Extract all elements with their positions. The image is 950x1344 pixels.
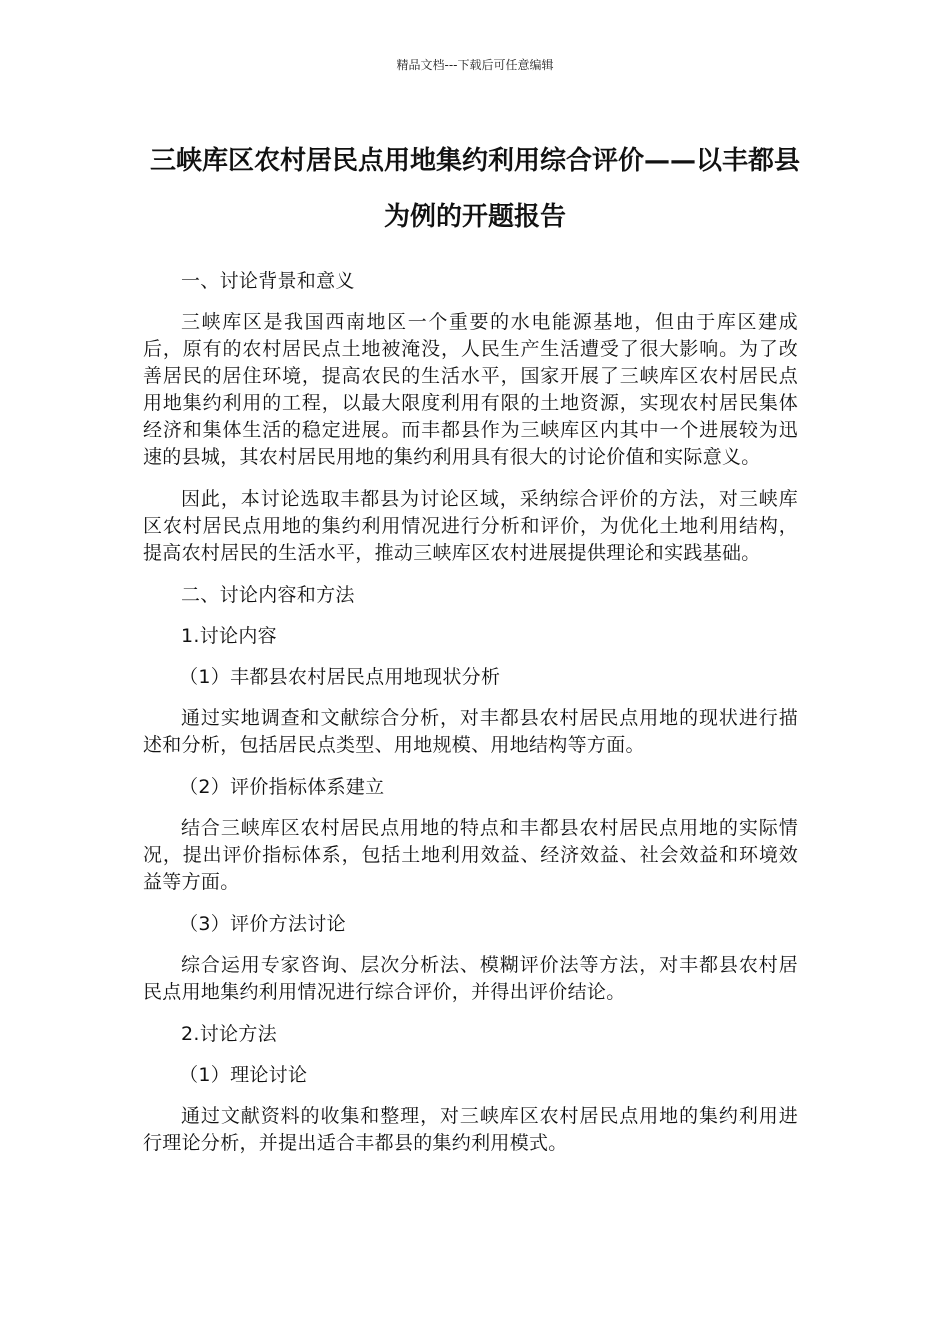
header-note: 精品文档---下载后可任意编辑 (396, 58, 554, 72)
item-heading-theory: （1）理论讨论 (179, 1064, 308, 1086)
item-heading-evaluation-method: （3）评价方法讨论 (179, 913, 346, 935)
document-title: 三峡库区农村居民点用地集约利用综合评价——以丰都县为例的开题报告 (149, 146, 800, 232)
paragraph-purpose: 因此，本讨论选取丰都县为讨论区域，采纳综合评价的方法，对三峡库区农村居民点用地的集约利用情况进行分析和评价，为优化土地利用结构，提高农村居民的生活水平，推动三峡库区农村进展提供理论和实践基础。 (143, 488, 798, 564)
item-heading-index-system: （2）评价指标体系建立 (179, 776, 385, 798)
section-heading-background: 一、讨论背景和意义 (181, 270, 355, 292)
paragraph-theory: 通过文献资料的收集和整理，对三峡库区农村居民点用地的集约利用进行理论分析，并提出适合丰都县的集约利用模式。 (143, 1105, 798, 1154)
document-body (143, 268, 798, 1172)
section-heading-content-method: 二、讨论内容和方法 (181, 584, 355, 606)
item-heading-status-analysis: （1）丰都县农村居民点用地现状分析 (179, 666, 501, 688)
paragraph-evaluation-method: 综合运用专家咨询、层次分析法、模糊评价法等方法，对丰都县农村居民点用地集约利用情况进行综合评价，并得出评价结论。 (143, 954, 798, 1003)
paragraph-status-analysis: 通过实地调查和文献综合分析，对丰都县农村居民点用地的现状进行描述和分析，包括居民点类型、用地规模、用地结构等方面。 (143, 707, 798, 756)
paragraph-background: 三峡库区是我国西南地区一个重要的水电能源基地，但由于库区建成后，原有的农村居民点土地被淹没，人民生产生活遭受了很大影响。为了改善居民的居住环境，提高农民的生活水平，国家开展了三峡库区农村居民点用地集约利用的工程，以最大限度利用有限的土地资源，实现农村居民集体经济和集体生活的稳定进展。而丰都县作为三峡库区内其中一个进展较为迅速的县城，其农村居民用地的集约利用具有很大的讨论价值和实际意义。 (143, 311, 798, 468)
subsection-heading-method: 2.讨论方法 (181, 1023, 277, 1045)
paragraph-index-system: 结合三峡库区农村居民点用地的特点和丰都县农村居民点用地的实际情况，提出评价指标体系，包括土地利用效益、经济效益、社会效益和环境效益等方面。 (143, 817, 798, 893)
subsection-heading-content: 1.讨论内容 (181, 625, 277, 647)
